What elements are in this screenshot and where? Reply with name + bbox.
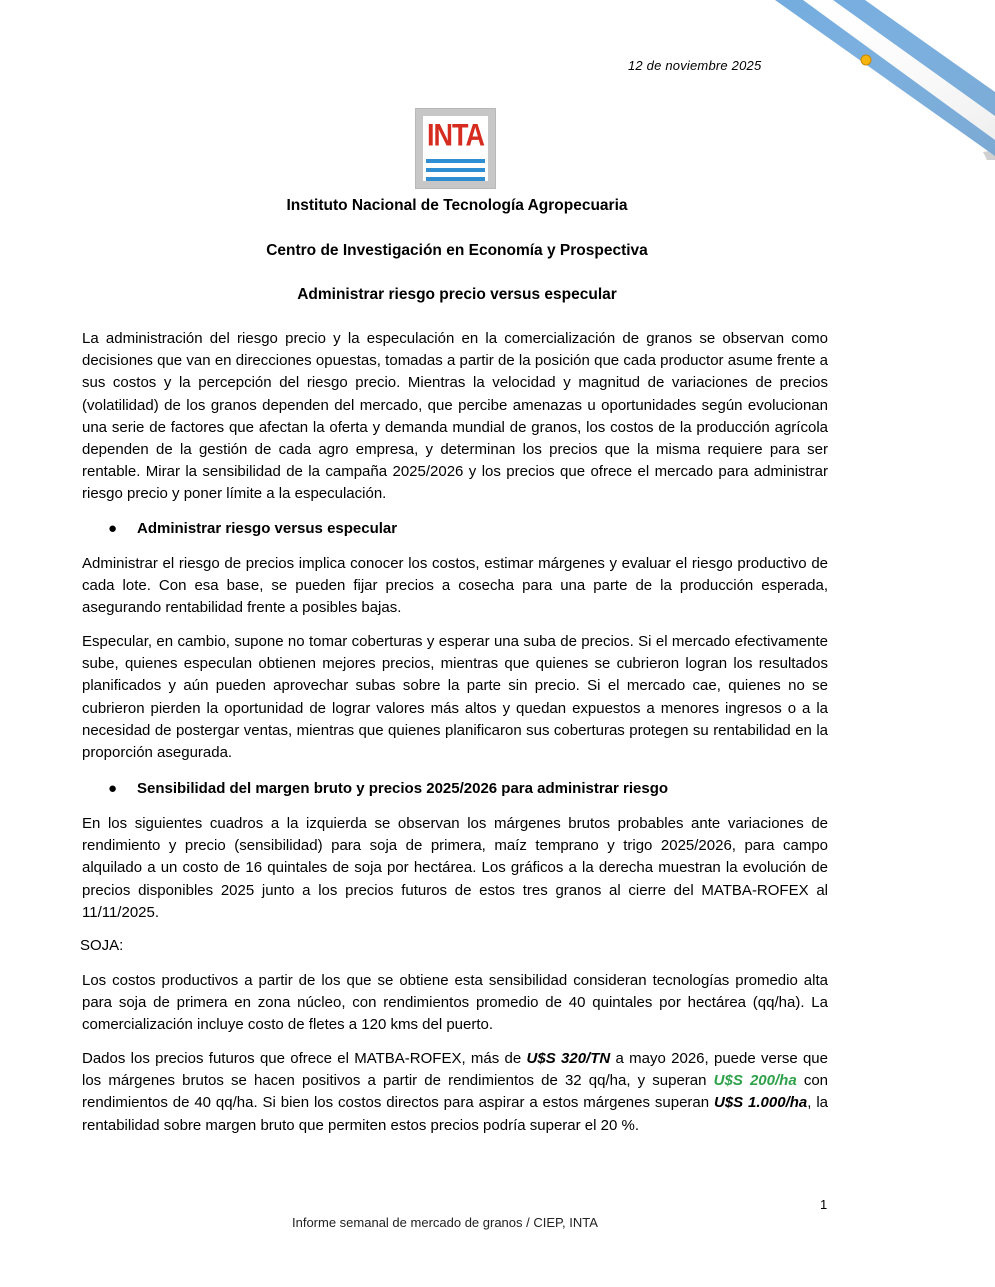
price-highlight: U$S 320/TN <box>526 1050 611 1067</box>
bullet-icon: ● <box>108 780 118 797</box>
risk-management-paragraph: Administrar el riesgo de precios implica conocer los costos, estimar márgenes y evaluar el riesgo productivo de cada lote. Con esa base, se pueden fijar precios a cosecha para una parte de la producción esperada, asegurando rentabilidad frente a posibles bajas. <box>82 555 828 617</box>
logo-stripe <box>426 168 485 172</box>
sun-icon <box>861 55 871 65</box>
section-heading-text: Sensibilidad del margen bruto y precios 2025/2026 para administrar riesgo <box>137 780 669 797</box>
center-title: Centro de Investigación en Economía y Prospectiva <box>266 242 648 259</box>
text-run: a mayo 2026, puede verse que los márgenes brutos se hacen positivos a partir de rendimientos de 32 qq/ha, y superan <box>82 1050 828 1090</box>
soja-prices-paragraph <box>82 1048 828 1137</box>
inta-logo <box>415 108 496 189</box>
footer-text: Informe semanal de mercado de granos / CIEP, INTA <box>292 1215 598 1230</box>
logo-stripe <box>426 159 485 163</box>
intro-paragraph: La administración del riesgo precio y la especulación en la comercialización de granos se observan como decisiones que van en direcciones opuestas, tomadas a partir de la posición que cada productor asume frente a sus costos y la percepción del riesgo precio. Mientras la velocidad y magnitud de variaciones de precios (volatilidad) de los granos dependen del mercado, que percibe amenazas u oportunidades según evolucionan una serie de factores que afectan la oferta y demanda mundial de granos, los costos de la producción agrícola dependen de la gestión de cada agro empresa, y determinan los precios que la misma requiere para ser rentable. Mirar la sensibilidad de la campaña 2025/2026 y los precios que ofrece el mercado para administrar riesgo precio y poner límite a la especulación. <box>82 330 828 503</box>
text-run: Dados los precios futuros que ofrece el MATBA-ROFEX, más de <box>82 1050 527 1067</box>
speculation-paragraph: Especular, en cambio, supone no tomar coberturas y esperar una suba de precios. Si el mercado efectivamente sube, quienes especulan obtienen mejores precios, mientras que quienes se cubrieron logran los resultados planificados y aún pueden aprovechar subas sobre la parte sin precio. Si el mercado cae, quienes no se cubrieron pierden la oportunidad de lograr valores más altos y quedan expuestos a menores ingresos o a la necesidad de postergar ventas, mientras que quienes planificaron sus coberturas protegen su rentabilidad en la proporción asegurada. <box>82 633 828 762</box>
margin-highlight: U$S 200/ha <box>713 1072 797 1090</box>
sensitivity-paragraph: En los siguientes cuadros a la izquierda se observan los márgenes brutos probables ante variaciones de rendimiento y precio (sensibilidad) para soja de primera, maíz temprano y trigo 2025/2026, para campo alquilado a un costo de 16 quintales de soja por hectárea. Los gráficos a la derecha muestran la evolución de precios disponibles 2025 junto a los precios futuros de estos tres granos al cierre del MATBA-ROFEX al 11/11/2025. <box>82 815 828 921</box>
report-date: 12 de noviembre 2025 <box>628 58 762 73</box>
argentina-flag-ribbon <box>755 0 995 160</box>
text-run: , la rentabilidad sobre margen bruto que permiten estos precios podría superar el 20 %. <box>82 1094 828 1134</box>
section-heading-risk-vs-speculation <box>108 520 397 537</box>
section-heading-text: Administrar riesgo versus especular <box>137 520 398 537</box>
soja-label: SOJA: <box>80 937 124 954</box>
soja-costs-paragraph: Los costos productivos a partir de los que se obtiene esta sensibilidad consideran tecnologías promedio alta para soja de primera en zona núcleo, con rendimientos promedio de 40 quintales por hectárea (qq/ha). La comercialización incluye costo de fletes a 120 kms del puerto. <box>82 972 828 1034</box>
text-run: con rendimientos de 40 qq/ha. Si bien los costos directos para aspirar a estos márgenes superan <box>82 1072 828 1112</box>
report-title: Administrar riesgo precio versus especular <box>297 286 617 303</box>
section-heading-sensitivity <box>108 780 668 797</box>
logo-stripe <box>426 177 485 181</box>
cost-highlight: U$S 1.000/ha <box>713 1094 808 1112</box>
page-number: 1 <box>820 1197 828 1212</box>
institute-title: Instituto Nacional de Tecnología Agropecuaria <box>286 197 628 214</box>
inta-logo-text: INTA <box>427 117 484 153</box>
bullet-icon: ● <box>108 520 118 537</box>
